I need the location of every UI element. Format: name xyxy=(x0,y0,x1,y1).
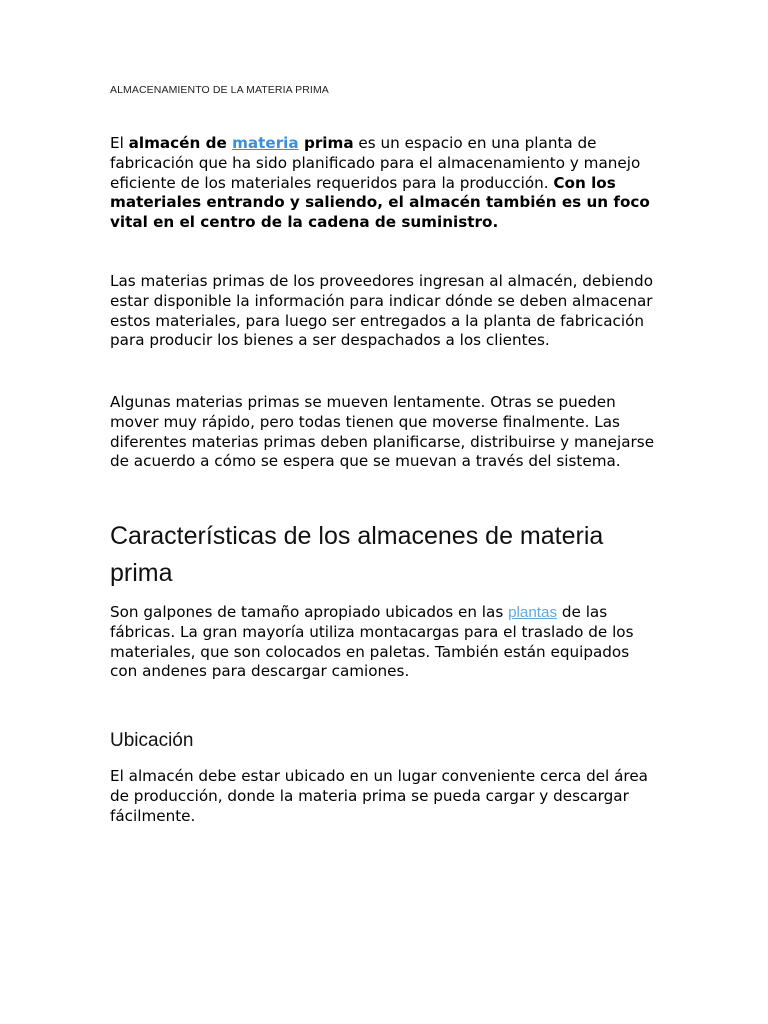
intro-bold-statement: Con los materiales entrando y saliendo, el almacén también es un foco vital en el centro de la cadena de suministro. xyxy=(110,173,650,232)
characteristics-text-end: de las fábricas. La gran mayoría utiliza montacargas para el traslado de los materiales, que son colocados en paletas. También están equipados con andenes para descargar camiones. xyxy=(110,603,634,681)
location-heading: Ubicación xyxy=(110,730,194,751)
characteristics-heading: Características de los almacenes de materia prima xyxy=(110,522,604,587)
intro-bold-prima: prima xyxy=(298,134,354,152)
intro-text-start: El xyxy=(110,134,129,152)
plantas-link[interactable]: plantas xyxy=(508,604,558,621)
intro-paragraph xyxy=(110,134,655,233)
document-header: ALMACENAMIENTO DE LA MATERIA PRIMA xyxy=(110,84,329,96)
location-paragraph: El almacén debe estar ubicado en un lugar conveniente cerca del área de producción, donde la materia prima se pueda cargar y descargar fácilmente. xyxy=(110,767,648,825)
movement-paragraph: Algunas materias primas se mueven lentamente. Otras se pueden mover muy rápido, pero todas tienen que moverse finalmente. Las diferentes materias primas deben planificarse, distribuirse y manejarse de acuerdo a cómo se espera que se muevan a través del sistema. xyxy=(110,393,655,471)
intro-bold-almacen: almacén de xyxy=(128,134,233,152)
suppliers-paragraph: Las materias primas de los proveedores ingresan al almacén, debiendo estar disponible la información para indicar dónde se deben almacenar estos materiales, para luego ser entregados a la planta de fabricación para producir los bienes a ser despachados a los clientes. xyxy=(110,272,653,350)
characteristics-text-start: Son galpones de tamaño apropiado ubicados en las xyxy=(110,603,509,621)
characteristics-paragraph xyxy=(110,603,655,682)
intro-text-body: es un espacio en una planta de fabricación que ha sido planificado para el almacenamiento y manejo eficiente de los materiales requeridos para la producción. xyxy=(110,134,641,192)
materia-link[interactable]: materia xyxy=(232,134,299,152)
